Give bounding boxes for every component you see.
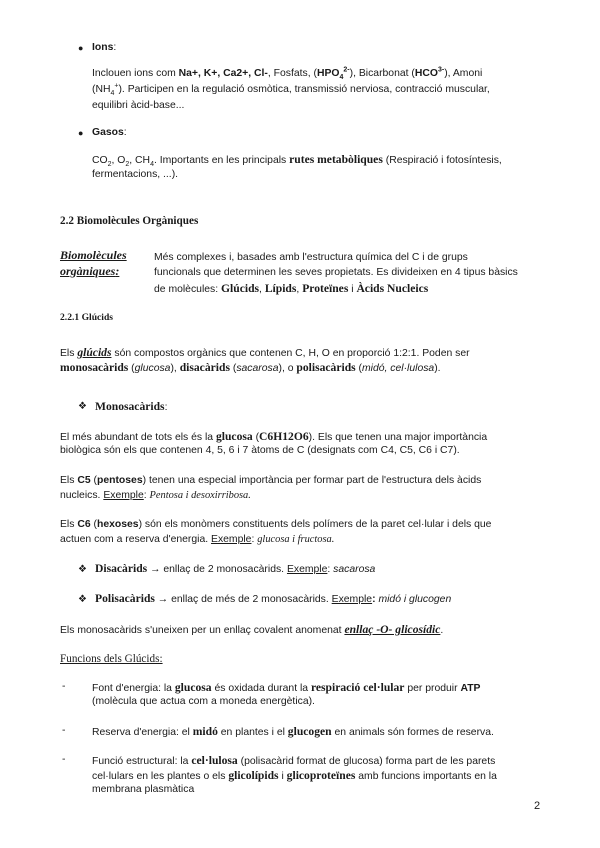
bond-sentence: Els monosacàrids s'uneixen per un enllaç covalent anomenat enllaç -O- glicosídic. — [60, 623, 444, 636]
gasos-label: Gasos: — [92, 127, 127, 138]
function-energy-line-2: (molècula que actua com a moneda energètica). — [92, 696, 315, 707]
diamond-bullet-icon: ❖ — [78, 401, 87, 412]
glucids-intro-line-2: monosacàrids (glucosa), disacàrids (sacarosa), o polisacàrids (midó, cel·lulosa). — [60, 361, 441, 374]
dash-bullet: - — [62, 681, 66, 692]
ions-line-2: $(NH_4^+)$. Participen en la regulació osmòtica, transmissió nerviosa, contracció muscular, — [92, 82, 490, 98]
gasos-line-1: $CO_2$, $O_2$, $CH_4$. Importants en les principals rutes metabòliques (Respiració i fotosíntesis, — [92, 153, 502, 169]
polisacarids-item: Polisacàrids → enllaç de més de 2 monosacàrids. Exemple: midó i glucogen — [95, 592, 452, 605]
term-biomolecules: Biomolècules orgàniques: — [60, 248, 127, 278]
subsection-heading: 2.2.1 Glúcids — [60, 312, 114, 323]
mono-p1-line-1: El més abundant de tots els és la glucosa (C6H12O6). Els que tenen una major importància — [60, 430, 488, 443]
diamond-bullet-icon: ❖ — [78, 594, 87, 605]
function-structural-line-2: cel·lulars en les plantes o els glicolípids i glicoproteïnes amb funcions importants en la — [92, 769, 497, 782]
bullet-icon: ● — [78, 43, 84, 53]
bullet-icon: ● — [78, 128, 84, 138]
definition-line-1: Més complexes i, basades amb l'estructura química del C i de grups — [154, 252, 468, 263]
function-energy-line-1: Font d'energia: la glucosa és oxidada durant la respiració cel·lular per produir ATP — [92, 681, 481, 694]
dash-bullet: - — [62, 725, 66, 736]
section-heading: 2.2 Biomolècules Orgàniques — [60, 215, 199, 227]
ions-line-1: Inclouen ions com Na+, K+, Ca2+, Cl-, Fosfats, $(HPO_4^{2-})$, Bicarbonat $(HCO^{3-})$, Amoni — [92, 66, 483, 82]
ions-label: Ions: — [92, 42, 117, 53]
definition-line-3: de molècules: Glúcids, Lípids, Proteïnes i Àcids Nucleics — [154, 282, 429, 295]
mono-p2-line-2: nucleics. Exemple: Pentosa i desoxirribosa. — [60, 490, 251, 501]
mono-p1-line-2: biològica són els que contenen 4, 5, 6 i 7 àtoms de C (designats com C4, C5, C6 i C7). — [60, 445, 460, 456]
disacarids-item: Disacàrids → enllaç de 2 monosacàrids. Exemple: sacarosa — [95, 562, 376, 575]
glucids-intro-line-1: Els glúcids són compostos orgànics que contenen C, H, O en proporció 1:2:1. Poden ser — [60, 346, 470, 359]
mono-heading: Monosacàrids: — [95, 400, 168, 413]
functions-heading: Funcions dels Glúcids: — [60, 653, 163, 665]
definition-line-2: funcionals que determinen les seves propietats. Es divideixen en 4 tipus bàsics — [154, 267, 518, 278]
page-number: 2 — [534, 800, 541, 812]
mono-p2-line-1: Els C5 (pentoses) tenen una especial importància per formar part de l'estructura dels àcids — [60, 475, 482, 486]
function-structural-line-1: Funció estructural: la cel·lulosa (polisacàrid format de glucosa) forma part de les parets — [92, 754, 496, 767]
mono-p3-line-1: Els C6 (hexoses) són els monòmers constituents dels polímers de la paret cel·lular i dels que — [60, 519, 492, 530]
ions-line-3: equilibri àcid-base... — [92, 100, 185, 111]
dash-bullet: - — [62, 754, 66, 765]
diamond-bullet-icon: ❖ — [78, 564, 87, 575]
function-reserve: Reserva d'energia: el midó en plantes i el glucogen en animals són formes de reserva. — [92, 725, 494, 738]
gasos-line-2: fermentacions, ...). — [92, 169, 179, 180]
function-structural-line-3: membrana plasmàtica — [92, 784, 195, 795]
mono-p3-line-2: actuen com a reserva d'energia. Exemple: glucosa i fructosa. — [60, 534, 335, 545]
